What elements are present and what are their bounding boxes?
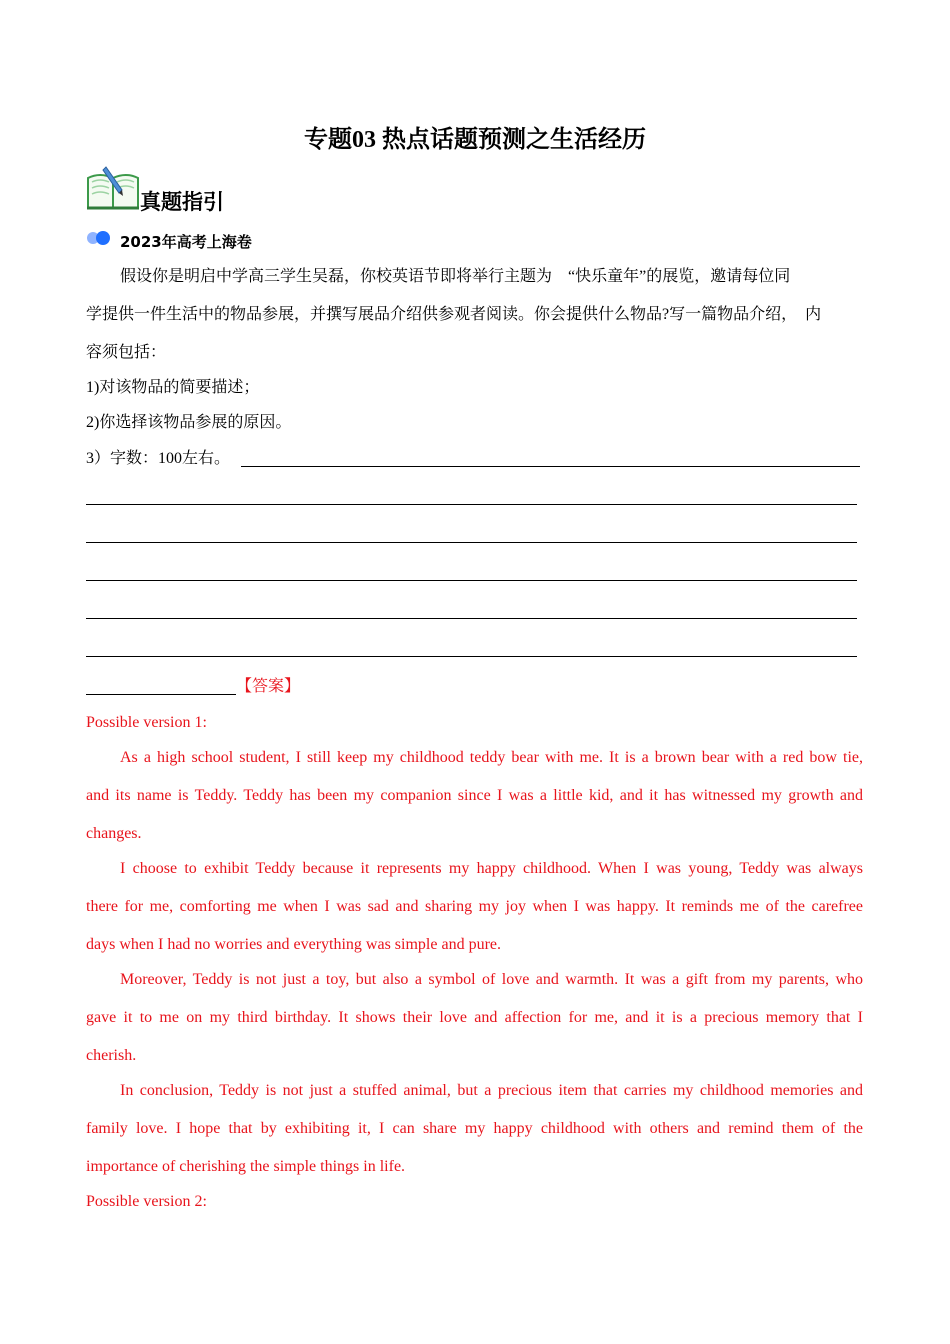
paragraph-line: days when I had no worries and everything was simple and pure. — [86, 936, 501, 953]
prompt-line-1: 假设你是明启中学高三学生吴磊，你校英语节即将举行主题为 “快乐童年”的展览，邀请每位同 — [120, 268, 791, 285]
writing-line — [86, 542, 857, 543]
prompt-item-3: 3）字数：100左右。 — [86, 450, 231, 467]
dots-icon — [86, 230, 112, 246]
book-pencil-icon — [86, 164, 142, 212]
paragraph-line: Moreover, Teddy is not just a toy, but also a symbol of love and warmth. It was a gift from my parents, who — [120, 971, 863, 988]
section-heading: 真题指引 — [140, 190, 224, 214]
paragraph-line: I choose to exhibit Teddy because it represents my happy childhood. When I was young, Teddy was always — [120, 860, 863, 877]
prompt-item-2: 2)你选择该物品参展的原因。 — [86, 414, 292, 431]
writing-line — [86, 504, 857, 505]
paragraph-line: there for me, comforting me when I was sad and sharing my joy when I was happy. It reminds me of the carefree — [86, 898, 863, 915]
exam-source-label: 2023年高考上海卷 — [120, 233, 252, 251]
prompt-item-1: 1)对该物品的简要描述； — [86, 379, 260, 396]
paragraph-line: and its name is Teddy. Teddy has been my companion since I was a little kid, and it has witnessed my growth and — [86, 787, 863, 804]
writing-line — [86, 694, 236, 695]
writing-line — [86, 580, 857, 581]
paragraph-line: In conclusion, Teddy is not just a stuffed animal, but a precious item that carries my childhood memories and — [120, 1082, 863, 1099]
writing-line — [86, 618, 857, 619]
prompt-line-3: 容须包括： — [86, 344, 167, 361]
paragraph-line: cherish. — [86, 1047, 137, 1064]
paragraph-line: importance of cherishing the simple things in life. — [86, 1158, 406, 1175]
document-title: 专题03 热点话题预测之生活经历 — [304, 127, 646, 153]
writing-line — [241, 466, 860, 467]
writing-line — [86, 656, 857, 657]
paragraph-line: family love. I hope that by exhibiting it, I can share my happy childhood with others and remind them of the — [86, 1120, 863, 1137]
answer-label: 【答案】 — [236, 678, 301, 695]
paragraph-line: As a high school student, I still keep my childhood teddy bear with me. It is a brown bear with a red bow tie, — [120, 749, 863, 766]
prompt-line-2: 学提供一件生活中的物品参展，并撰写展品介绍供参观者阅读。你会提供什么物品?写一篇物品介绍， 内 — [86, 306, 822, 323]
paragraph-line: gave it to me on my third birthday. It shows their love and affection for me, and it is a precious memory that I — [86, 1009, 863, 1026]
version-2-label: Possible version 2: — [86, 1193, 207, 1210]
version-1-label: Possible version 1: — [86, 714, 207, 731]
paragraph-line: changes. — [86, 825, 142, 842]
